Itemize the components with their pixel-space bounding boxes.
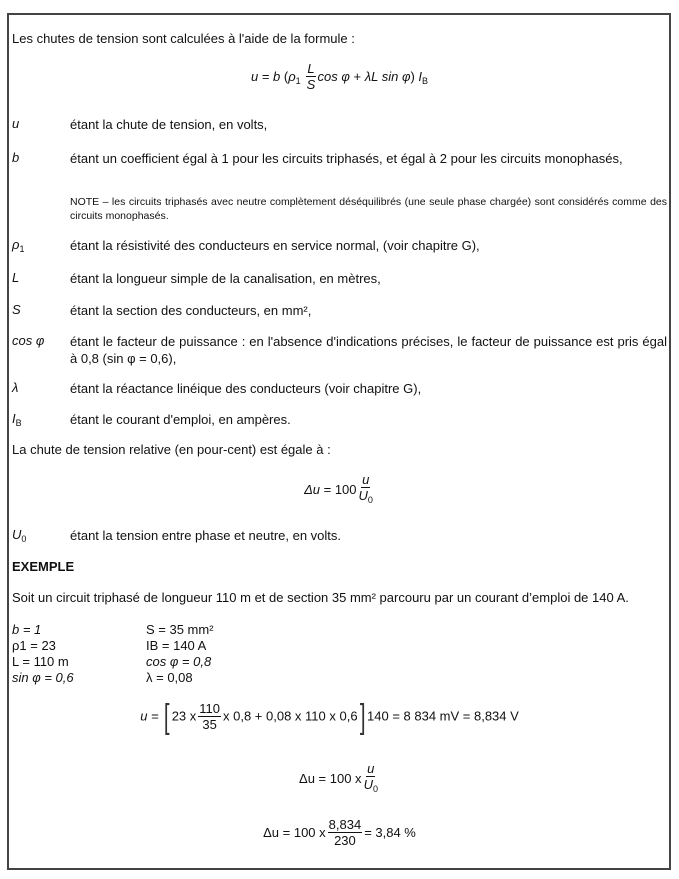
example-heading: EXEMPLE (12, 559, 75, 574)
rho-sub: 1 (19, 244, 25, 254)
ex-right: S = 35 mm² (146, 622, 214, 637)
rho-symbol: ρ (12, 237, 20, 252)
def-text-s: étant la section des conducteurs, en mm², (70, 303, 312, 318)
rel-den-u: U (358, 488, 368, 503)
voltage-drop-formula (0, 62, 679, 93)
formula-b: b (273, 68, 281, 84)
note-text: NOTE – les circuits triphasés avec neutre complètement déséquilibrés (une seule phase chargée) sont considérés comme des circuits monophasés. (70, 196, 667, 222)
def-text-cos: étant le facteur de puissance : en l'absence d'indications précises, le facteur de puissance est pris égal à 0,8 (sin φ = 0,6), (70, 334, 667, 366)
example-row (12, 654, 212, 670)
fraction-numerator: L (307, 61, 315, 76)
formula-i: I (418, 68, 423, 84)
relative-intro: La chute de tension relative (en pour-cent) est égale à : (12, 442, 331, 457)
calc-du-den-sub: 0 (372, 784, 378, 794)
def-symbol-s: S (12, 302, 21, 317)
def-text-ib: étant le courant d'emploi, en ampères. (70, 412, 291, 427)
calc-u-lhs: u = (140, 708, 163, 724)
example-row (12, 670, 193, 686)
calc-u-num: 110 (199, 700, 221, 716)
calc-du-formula (0, 762, 679, 797)
formula-sin: sin φ (378, 68, 411, 84)
calc-result-num: 8,834 (328, 817, 362, 832)
u0-symbol: U (12, 527, 22, 542)
formula-cos: cos φ (317, 68, 350, 84)
example-row (12, 638, 207, 654)
ex-right: IB = 140 A (146, 638, 207, 653)
ex-right: λ = 0,08 (146, 670, 193, 685)
def-symbol-b: b (12, 150, 20, 165)
calc-u-fraction (198, 702, 221, 733)
ex-left: ρ1 = 23 (12, 638, 56, 653)
def-symbol-l: L (12, 270, 20, 285)
def-text-l: étant la longueur simple de la canalisation, en mètres, (70, 271, 381, 286)
formula-close: ) (410, 68, 419, 84)
formula-lambda-l: λL (364, 68, 379, 84)
rel-num: u (362, 472, 370, 487)
def-text-lambda: étant la réactance linéique des conducteurs (voir chapitre G), (70, 381, 422, 396)
ib-sub: B (15, 418, 22, 428)
rel-den-sub: 0 (367, 495, 373, 505)
calc-u-a: 23 x (171, 708, 197, 724)
calc-u-b: x 0,8 + 0,08 x 110 x 0,6 (223, 708, 358, 724)
calc-result-lhs: Δu = 100 x (263, 824, 326, 840)
ex-left: L = 110 m (12, 654, 69, 669)
calc-du-num: u (367, 761, 375, 776)
rel-lhs: Δu (304, 481, 321, 497)
def-symbol-ib (12, 411, 22, 428)
def-symbol-u0 (12, 527, 26, 544)
def-text-u0: étant la tension entre phase et neutre, en volts. (70, 528, 342, 543)
formula-plus: + (349, 68, 365, 84)
def-symbol-u: u (12, 116, 20, 131)
calc-du-lhs: Δu = 100 x (299, 770, 362, 786)
calc-du-fraction (364, 762, 378, 797)
ex-left: b = 1 (12, 622, 42, 637)
rel-fraction (359, 473, 373, 508)
formula-eq: = (258, 68, 274, 84)
formula-fraction (306, 62, 315, 93)
def-text-b: étant un coefficient égal à 1 pour les circuits triphasés, et égal à 2 pour les circuits monophasés, (70, 151, 623, 166)
ex-right: cos φ = 0,8 (146, 654, 212, 669)
ib-symbol: I (12, 411, 16, 426)
calc-u-formula (0, 700, 669, 734)
example-row (12, 622, 214, 638)
rel-eq: = 100 (320, 481, 357, 497)
calc-result-formula (0, 818, 679, 849)
calc-du-den-u: U (363, 777, 373, 792)
right-bracket: ] (359, 698, 366, 736)
u0-sub: 0 (21, 534, 27, 544)
formula-rho: ρ (288, 68, 296, 84)
rel-den (359, 488, 373, 508)
calc-result-fraction (328, 818, 363, 849)
def-symbol-rho (12, 237, 24, 254)
def-symbol-lambda: λ (12, 380, 19, 395)
ex-left: sin φ = 0,6 (12, 670, 74, 685)
calc-result-den: 230 (334, 833, 356, 848)
example-text: Soit un circuit triphasé de longueur 110 m et de section 35 mm² parcouru par un courant d’emploi de 140 A. (12, 590, 629, 605)
relative-formula (0, 473, 679, 508)
calc-du-den (364, 777, 378, 797)
formula-open: ( (280, 68, 289, 84)
fraction-denominator: S (306, 77, 316, 92)
def-text-rho: étant la résistivité des conducteurs en service normal, (voir chapitre G), (70, 238, 480, 253)
def-text-u: étant la chute de tension, en volts, (70, 117, 268, 132)
calc-u-c: 140 = 8 834 mV = 8,834 V (367, 708, 519, 724)
left-bracket: [ (164, 698, 170, 736)
formula-rho-sub: 1 (295, 75, 301, 86)
def-symbol-cos: cos φ (12, 333, 45, 348)
calc-u-den: 35 (202, 716, 217, 732)
formula-u: u (250, 68, 259, 84)
intro-text: Les chutes de tension sont calculées à l'aide de la formule : (12, 31, 355, 46)
calc-result-rhs: = 3,84 % (364, 824, 416, 840)
formula-i-sub: B (422, 75, 429, 86)
